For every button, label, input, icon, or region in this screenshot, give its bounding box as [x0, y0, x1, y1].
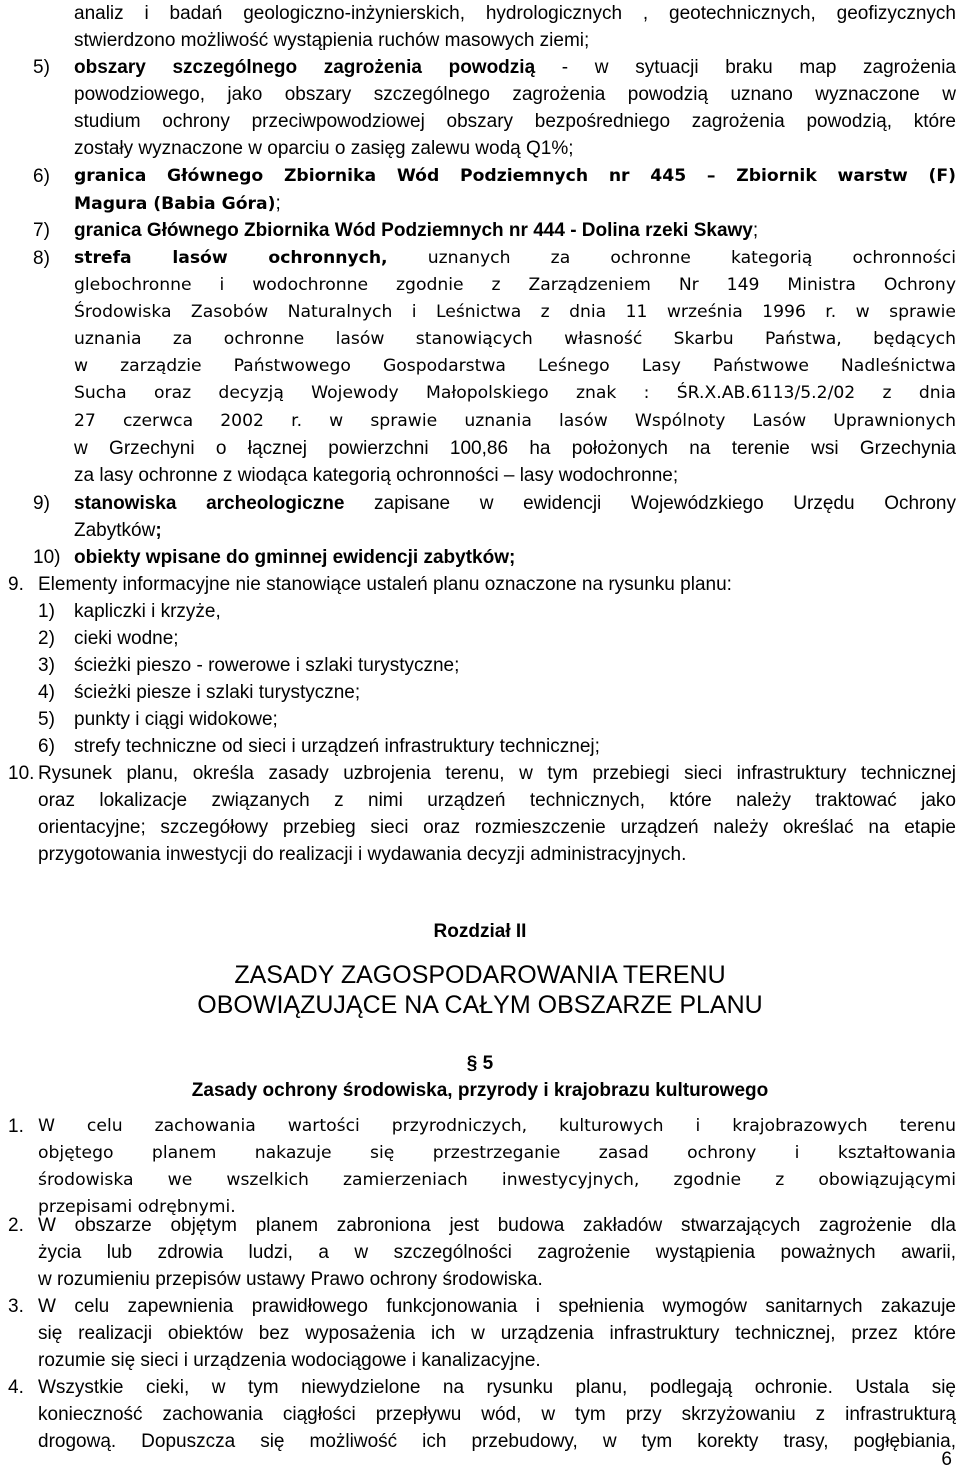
- chapter-title: ZASADY ZAGOSPODAROWANIA TERENU: [234, 961, 726, 989]
- text-line: W obszarze objętym planem zabroniona jest budowa zakładów stwarzających zagrożenie dla: [38, 1215, 956, 1236]
- text-line: się realizacji obiektów bez wyposażenia ich w urządzenia infrastruktury technicznej, przez które: [38, 1323, 956, 1344]
- page-number: 6: [941, 1449, 952, 1470]
- point-number: 10.: [8, 763, 35, 784]
- text-line: drogową. Dopuszcza się możliwość ich przebudowy, w tym korekty trasy, pogłębiania,: [38, 1431, 956, 1452]
- list-item: ścieżki pieszo - rowerowe i szlaki turystyczne;: [74, 655, 460, 676]
- text-line: glebochronne i wodochronne zgodnie z Zarządzeniem Nr 149 Ministra Ochrony: [74, 275, 956, 295]
- list-number: 6): [38, 736, 55, 757]
- list-item-7: [74, 217, 758, 244]
- text-span: uznanych za ochronne kategorią ochronności: [387, 248, 956, 268]
- bold-term: granica Głównego Zbiornika Wód Podziemnych nr 444 - Dolina rzeki Skawy: [74, 220, 753, 241]
- chapter-label: Rozdział II: [433, 921, 527, 942]
- text-line: [74, 517, 162, 544]
- bold-term: obszary szczególnego zagrożenia powodzią: [74, 57, 536, 78]
- text-line: w Grzechyni o łącznej powierzchni 100,86 ha położonych na terenie wsi Grzechynia: [74, 438, 956, 459]
- bold-term: obiekty wpisane do gminnej ewidencji zabytków;: [74, 547, 516, 568]
- text-span: - w sytuacji braku map zagrożenia: [535, 57, 956, 78]
- bold-term: Magura (Babia Góra): [74, 194, 276, 214]
- list-number: 8): [33, 248, 50, 269]
- list-item: cieki wodne;: [74, 628, 179, 649]
- section-title: Zasady ochrony środowiska, przyrody i krajobrazu kulturowego: [191, 1080, 769, 1101]
- list-number: 3): [38, 655, 55, 676]
- text-span: ;: [155, 520, 162, 541]
- text-line: Środowiska Zasobów Naturalnych i Leśnictwa z dnia 11 września 1996 r. w sprawie: [74, 302, 956, 322]
- text-line: uznania za ochronne lasów stanowiących własność Skarbu Państwa, będących: [74, 329, 956, 349]
- text-line: rozumie się sieci i urządzenia wodociągowe i kanalizacyjne.: [38, 1350, 541, 1371]
- text-line: stwierdzono możliwość wystąpienia ruchów masowych ziemi;: [74, 30, 590, 51]
- text-line: Wszystkie cieki, w tym niewydzielone na rysunku planu, podlegają ochronie. Ustala się: [38, 1377, 956, 1398]
- list-number: 5): [33, 57, 50, 78]
- list-item: strefy techniczne od sieci i urządzeń infrastruktury technicznej;: [74, 736, 600, 757]
- list-item-8: [74, 245, 956, 272]
- text-line: środowiska we wszelkich zamierzeniach inwestycyjnych, zgodnie z obowiązującymi: [38, 1170, 956, 1190]
- bold-term: stanowiska archeologiczne: [74, 493, 345, 514]
- text-span: Zabytków: [74, 520, 156, 541]
- text-line: W celu zapewnienia prawidłowego funkcjonowania i spełnienia wymogów sanitarnych zakazuje: [38, 1296, 956, 1317]
- text-span: zapisane w ewidencji Wojewódzkiego Urzędu Ochrony: [344, 493, 956, 514]
- list-number: 9): [33, 493, 50, 514]
- point-number: 9.: [8, 574, 24, 595]
- text-line: orientacyjne; szczegółowy przebieg sieci oraz rozmieszczenie urządzeń należy określać na etapie: [38, 817, 956, 838]
- list-number: 6): [33, 166, 50, 187]
- section-sign: § 5: [466, 1053, 494, 1074]
- point-number: 3.: [8, 1296, 24, 1317]
- text-line: analiz i badań geologiczno-inżynierskich, hydrologicznych , geotechnicznych, geofizycznych: [74, 3, 956, 24]
- list-number: 1): [38, 601, 55, 622]
- text-line: za lasy ochronne z wiodąca kategorią ochronności – lasy wodochronne;: [74, 465, 679, 486]
- list-item-9: [74, 490, 956, 517]
- list-number: 7): [33, 220, 50, 241]
- text-line: w rozumieniu przepisów ustawy Prawo ochrony środowiska.: [38, 1269, 543, 1290]
- list-number: 2): [38, 628, 55, 649]
- text-line: zostały wyznaczone w oparciu o zasięg zalewu wodą Q1%;: [74, 138, 574, 159]
- text-line: Rysunek planu, określa zasady uzbrojenia terenu, w tym przebiegi sieci infrastruktury technicznej: [38, 763, 956, 784]
- text-line: przygotowania inwestycji do realizacji i wydawania decyzji administracyjnych.: [38, 844, 687, 865]
- text-line: Elementy informacyjne nie stanowiące ustaleń planu oznaczone na rysunku planu:: [38, 574, 732, 595]
- chapter-title: OBOWIĄZUJĄCE NA CAŁYM OBSZARZE PLANU: [197, 991, 763, 1019]
- point-number: 2.: [8, 1215, 24, 1236]
- list-item: kapliczki i krzyże,: [74, 601, 221, 622]
- text-line: [74, 190, 281, 218]
- text-line: w zarządzie Państwowego Gospodarstwa Leśnego Lasy Państwowe Nadleśnictwa: [74, 356, 956, 376]
- bold-term: granica Głównego Zbiornika Wód Podziemnych nr 445 – Zbiornik warstw (F): [74, 166, 956, 186]
- text-line: przepisami odrębnymi.: [38, 1197, 236, 1217]
- bold-term: strefa lasów ochronnych,: [74, 248, 388, 268]
- text-line: W celu zachowania wartości przyrodniczych, kulturowych i krajobrazowych terenu: [38, 1116, 956, 1136]
- point-number: 4.: [8, 1377, 24, 1398]
- list-item: ścieżki piesze i szlaki turystyczne;: [74, 682, 361, 703]
- text-line: życia lub zdrowia ludzi, a w szczególności zagrożenie wystąpienia poważnych awarii,: [38, 1242, 956, 1263]
- text-line: powodziowego, jako obszary szczególnego zagrożenia powodzią uznano wyznaczone w: [74, 84, 956, 105]
- list-number: 4): [38, 682, 55, 703]
- text-span: ;: [275, 193, 281, 214]
- text-line: 27 czerwca 2002 r. w sprawie uznania lasów Wspólnoty Lasów Uprawnionych: [74, 411, 956, 431]
- text-span: ;: [752, 220, 759, 241]
- text-line: Sucha oraz decyzją Wojewody Małopolskiego znak : ŚR.X.AB.6113/5.2/02 z dnia: [74, 383, 956, 403]
- list-item: punkty i ciągi widokowe;: [74, 709, 278, 730]
- text-line: konieczność zachowania ciągłości przepływu wód, w tym przy skrzyżowaniu z infrastrukturą: [38, 1404, 956, 1425]
- point-number: 1.: [8, 1116, 24, 1137]
- list-number: 10): [33, 547, 61, 568]
- text-line: studium ochrony przeciwpowodziowej obszary bezpośredniego zagrożenia powodzią, które: [74, 111, 956, 132]
- list-item-5: [74, 54, 956, 81]
- list-number: 5): [38, 709, 55, 730]
- text-line: objętego planem nakazuje się przestrzeganie zasad ochrony i kształtowania: [38, 1143, 956, 1163]
- text-line: oraz lokalizacje związanych z nimi urządzeń technicznych, które należy traktować jako: [38, 790, 956, 811]
